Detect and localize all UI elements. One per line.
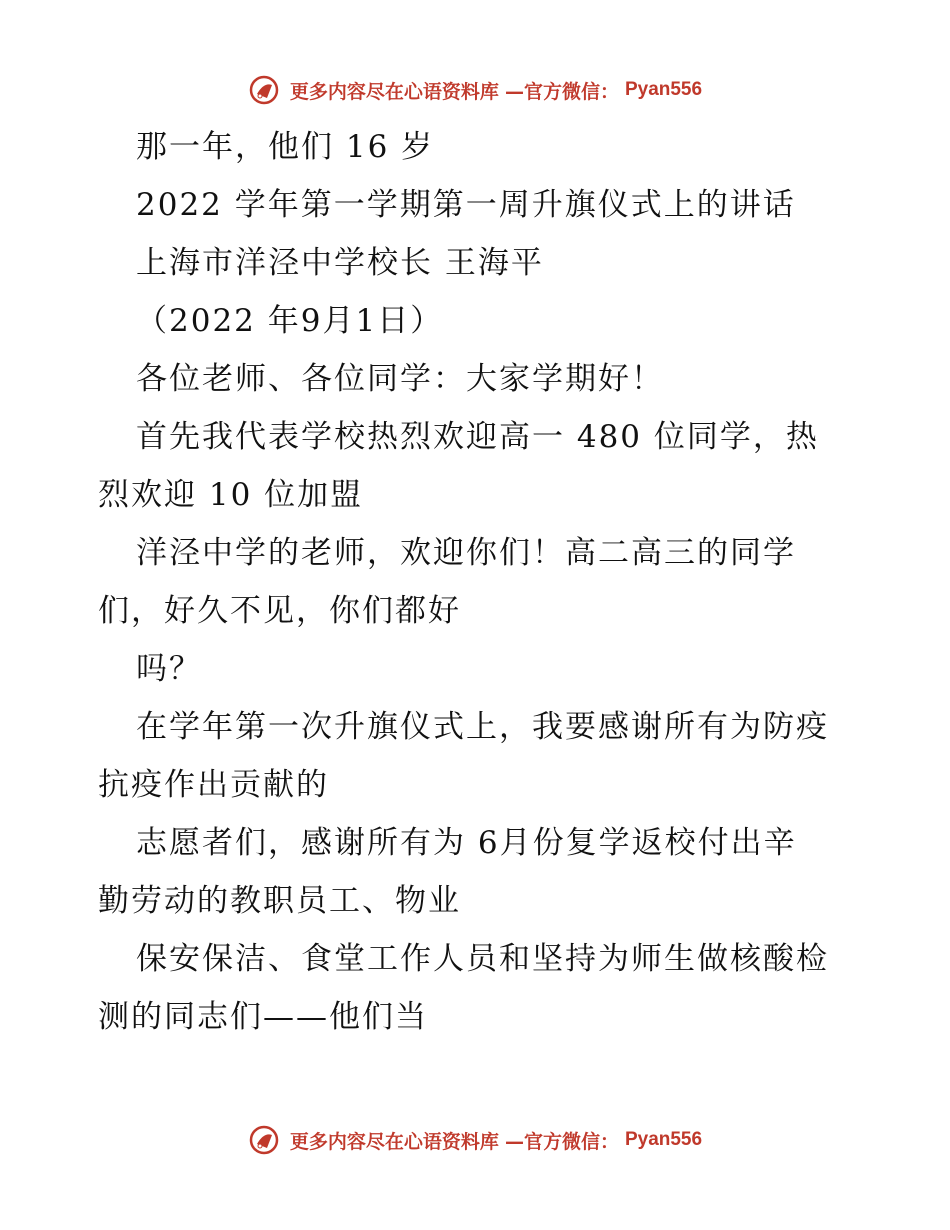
text-line: 首先我代表学校热烈欢迎高一 480 位同学，热 <box>136 419 819 455</box>
text-line: 测的同志们——他们当 <box>98 999 428 1035</box>
watermark-id-text: Pyan556 <box>624 79 703 100</box>
text-line: 们，好久不见，你们都好 <box>98 593 461 629</box>
text-line: 勤劳动的教职员工、物业 <box>98 883 461 919</box>
document-body <box>98 118 858 1046</box>
text-line: （2022 年9月1日） <box>136 303 444 339</box>
text-line: 上海市洋泾中学校长 王海平 <box>136 245 544 281</box>
text-line: 抗疫作出贡献的 <box>98 767 329 803</box>
text-line: 志愿者们，感谢所有为 6月份复学返校付出辛 <box>136 825 797 861</box>
text-line: 烈欢迎 10 位加盟 <box>98 477 364 513</box>
watermark-main-text: 更多内容尽在心语资料库 <box>289 1130 499 1153</box>
logo-icon <box>248 74 280 106</box>
header-watermark <box>0 70 950 110</box>
text-line: 洋泾中学的老师，欢迎你们！高二高三的同学 <box>136 535 796 571</box>
logo-icon <box>248 1124 280 1156</box>
footer-watermark <box>0 1120 950 1160</box>
text-line: 保安保洁、食堂工作人员和坚持为师生做核酸检 <box>136 941 829 977</box>
watermark-id-text: Pyan556 <box>624 1129 703 1150</box>
text-line: 2022 学年第一学期第一周升旗仪式上的讲话 <box>136 187 796 223</box>
text-line: 那一年，他们 16 岁 <box>136 129 435 165</box>
text-line: 吗？ <box>136 651 202 687</box>
text-line: 在学年第一次升旗仪式上，我要感谢所有为防疫 <box>136 709 829 745</box>
watermark-sub-text: —官方微信： <box>504 1130 619 1153</box>
watermark-main-text: 更多内容尽在心语资料库 <box>289 80 499 103</box>
watermark-sub-text: —官方微信： <box>504 80 619 103</box>
text-line: 各位老师、各位同学：大家学期好！ <box>136 361 664 397</box>
